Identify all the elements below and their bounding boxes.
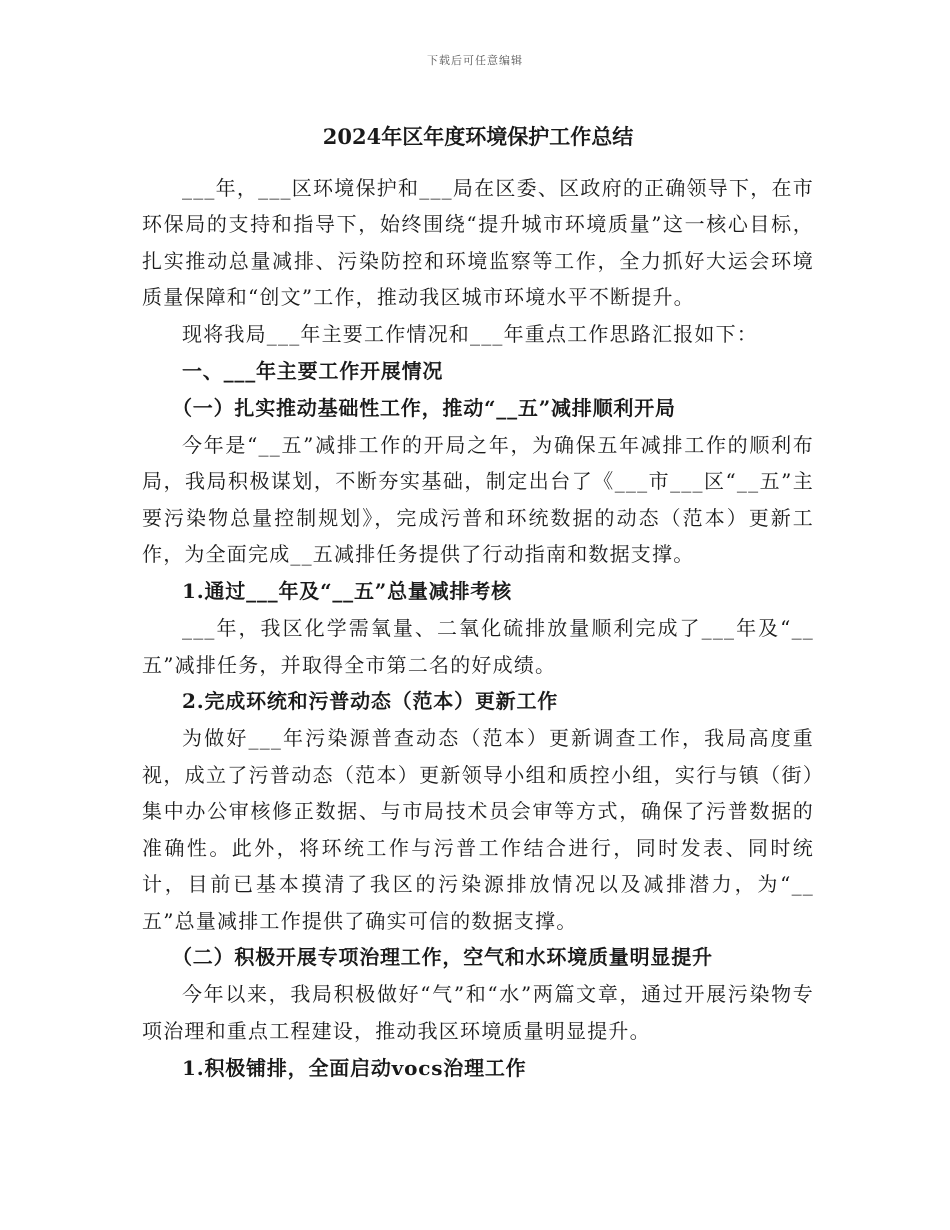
subsection-2-heading: （二）积极开展专项治理工作，空气和水环境质量明显提升 — [172, 945, 713, 970]
intro-paragraph-1: ___年，___区环境保护和___局在区委、区政府的正确领导下，在市环保局的支持和指导下，始终围绕“提升城市环境质量”这一核心目标，扎实推动总量减排、污染防控和环境监察等工作，全力抓好大运会环境质量保障和“创文”工作，推动我区城市环境水平不断提升。 — [142, 176, 814, 310]
intro-paragraph-2: 现将我局___年主要工作情况和___年重点工作思路汇报如下： — [182, 322, 758, 347]
subsection-2-paragraph: 今年以来，我局积极做好“气”和“水”两篇文章，通过开展污染物专项治理和重点工程建设，推动我区环境质量明显提升。 — [142, 982, 814, 1043]
section-1-heading: 一、___年主要工作开展情况 — [182, 359, 444, 384]
document-body — [142, 118, 814, 1087]
item-1-1-paragraph: ___年，我区化学需氧量、二氧化硫排放量顺利完成了___年及“__五”减排任务，并取得全市第二名的好成绩。 — [142, 616, 814, 677]
page-header-note: 下载后可任意编辑 — [427, 54, 523, 67]
item-2-1-heading: 1.积极铺排，全面启动vocs治理工作 — [182, 1055, 527, 1080]
subsection-1-heading: （一）扎实推动基础性工作，推动“__五”减排顺利开局 — [172, 396, 676, 421]
document-title: 2024年区年度环境保护工作总结 — [322, 124, 634, 149]
item-1-2-heading: 2.完成环统和污普动态（范本）更新工作 — [182, 689, 559, 714]
item-1-1-heading: 1.通过___年及“__五”总量减排考核 — [182, 579, 512, 604]
item-1-2-paragraph: 为做好___年污染源普查动态（范本）更新调查工作，我局高度重视，成立了污普动态（范本）更新领导小组和质控小组，实行与镇（街）集中办公审核修正数据、与市局技术员会审等方式，确保了污普数据的准确性。此外，将环统工作与污普工作结合进行，同时发表、同时统计，目前已基本摸清了我区的污染源排放情况以及减排潜力，为“__五”总量减排工作提供了确实可信的数据支撑。 — [142, 726, 814, 933]
subsection-1-paragraph: 今年是“__五”减排工作的开局之年，为确保五年减排工作的顺利布局，我局积极谋划，不断夯实基础，制定出台了《___市___区“__五”主要污染物总量控制规划》，完成污普和环统数据的动态（范本）更新工作，为全面完成__五减排任务提供了行动指南和数据支撑。 — [142, 433, 814, 567]
